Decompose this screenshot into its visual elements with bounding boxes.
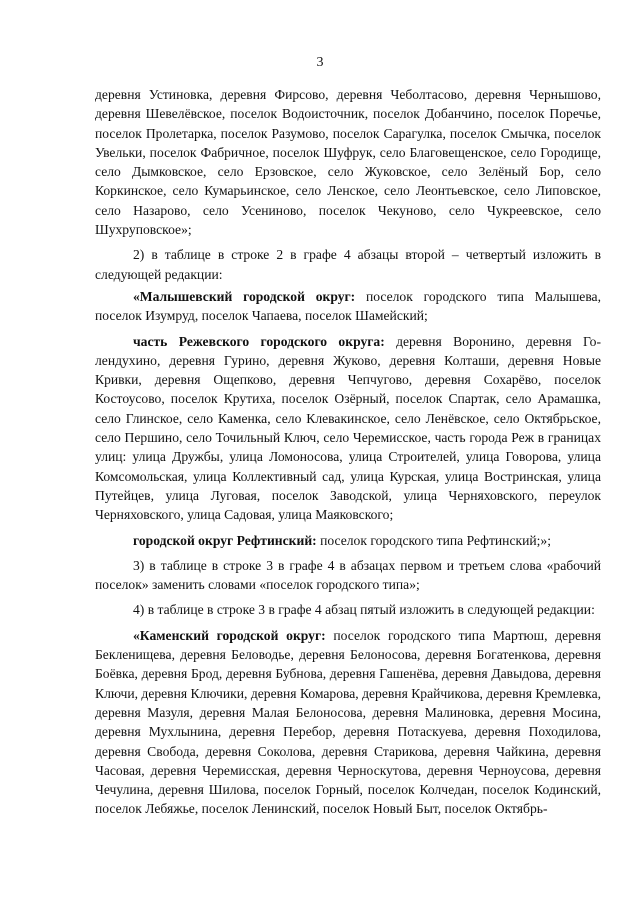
paragraph-text: 3) в таблице в строке 3 в графе 4 в абзацах первом и третьем слова «рабочий поселок» заменить словами «поселок городского типа»; bbox=[95, 557, 601, 593]
paragraph-text: деревня Устиновка, деревня Фирсово, деревня Чеболтасово, деревня Чернышово, деревня Шевелёвское, поселок Водоисточник, поселок Добанчино, поселок Поречье, поселок Пролетарка, поселок Разумово, поселок Сарагулка, поселок Смычка, поселок Увельки, поселок Фабричное, поселок Шуфрук, село Благовещенское, село Городище, село Дымковское, село Ерзовское, село Жуковское, село Зелёный Бор, село Коркинское, село Кумарьинское, село Ленское, село Леонтьевское, село Липовское, село Назарово, село Усениново, поселок Чекуново, село Чукреевское, село Шухруповское»; bbox=[95, 87, 601, 238]
paragraph-item-3 bbox=[95, 556, 601, 595]
district-heading: «Малышевский городской округ: bbox=[133, 288, 356, 304]
district-heading: часть Режевского городского округа: bbox=[133, 333, 385, 349]
paragraph-text: поселок городского типа Рефтинский;»; bbox=[316, 532, 551, 548]
paragraph-rezhevskoy bbox=[95, 332, 601, 525]
paragraph-continued-list bbox=[95, 85, 601, 239]
paragraph-text: 4) в таблице в строке 3 в графе 4 абзац пятый изложить в следующей редакции: bbox=[133, 602, 595, 618]
page-number: 3 bbox=[316, 55, 324, 70]
paragraph-text: деревня Воронино, деревня Голендухино, деревня Гурино, деревня Жуково, деревня Колташи, деревня Новые Кривки, деревня Ощепково, деревня Чепчугово, деревня Сохарёво, поселок Костоусово, поселок Крутиха, поселок Озёрный, поселок Спартак, село Арамашка, село Глинское, село Каменка, село Клевакинское, село Ленёвское, село Октябрьское, село Першино, село Точильный Ключ, село Черемисское, часть города Реж в границах улиц: улица Дружбы, улица Ломоносова, улица Строителей, улица Говорова, улица Комсомольская, улица Коллективный сад, улица Курская, улица Востринская, улица Путейцев, улица Луговая, поселок Заводской, улица Черняховского, переулок Черняховского, улица Садовая, улица Маяковского; bbox=[95, 333, 601, 523]
paragraph-reftinsky bbox=[95, 531, 601, 550]
paragraph-kamensky bbox=[95, 626, 601, 819]
paragraph-item-4 bbox=[95, 600, 601, 619]
district-heading: городской округ Рефтинский: bbox=[133, 532, 317, 548]
district-heading: «Каменский городской округ: bbox=[133, 627, 326, 643]
paragraph-item-2 bbox=[95, 245, 601, 284]
document-body bbox=[95, 85, 601, 825]
paragraph-malyshevsky bbox=[95, 287, 601, 326]
paragraph-text: 2) в таблице в строке 2 в графе 4 абзацы второй – четвертый изложить в следующей редакции: bbox=[95, 247, 601, 282]
paragraph-text: поселок городского типа Малышева, поселок Изумруд, поселок Чапаева, поселок Шамейский; bbox=[95, 288, 601, 324]
paragraph-text: поселок городского типа Мартюш, деревня Бекленищева, деревня Беловодье, деревня Белоносова, деревня Богатенкова, деревня Боёвка, деревня Брод, деревня Бубнова, деревня Гашенёва, деревня Давыдова, деревня Ключи, деревня Ключики, деревня Комарова, деревня Крайчикова, деревня Кремлевка, деревня Мазуля, деревня Малая Белоносова, деревня Малиновка, деревня Мосина, деревня Мухлынина, деревня Перебор, деревня Потаскуева, деревня Походилова, деревня Свобода, деревня Соколова, деревня Старикова, деревня Чайкина, деревня Часовая, деревня Черемисская, деревня Черноскутова, деревня Черноусова, деревня Чечулина, деревня Шилова, поселок Горный, поселок Колчедан, поселок Кодинский, поселок Лебяжье, поселок Ленинский, поселок Новый Быт, поселок Октябрь- bbox=[95, 627, 601, 817]
